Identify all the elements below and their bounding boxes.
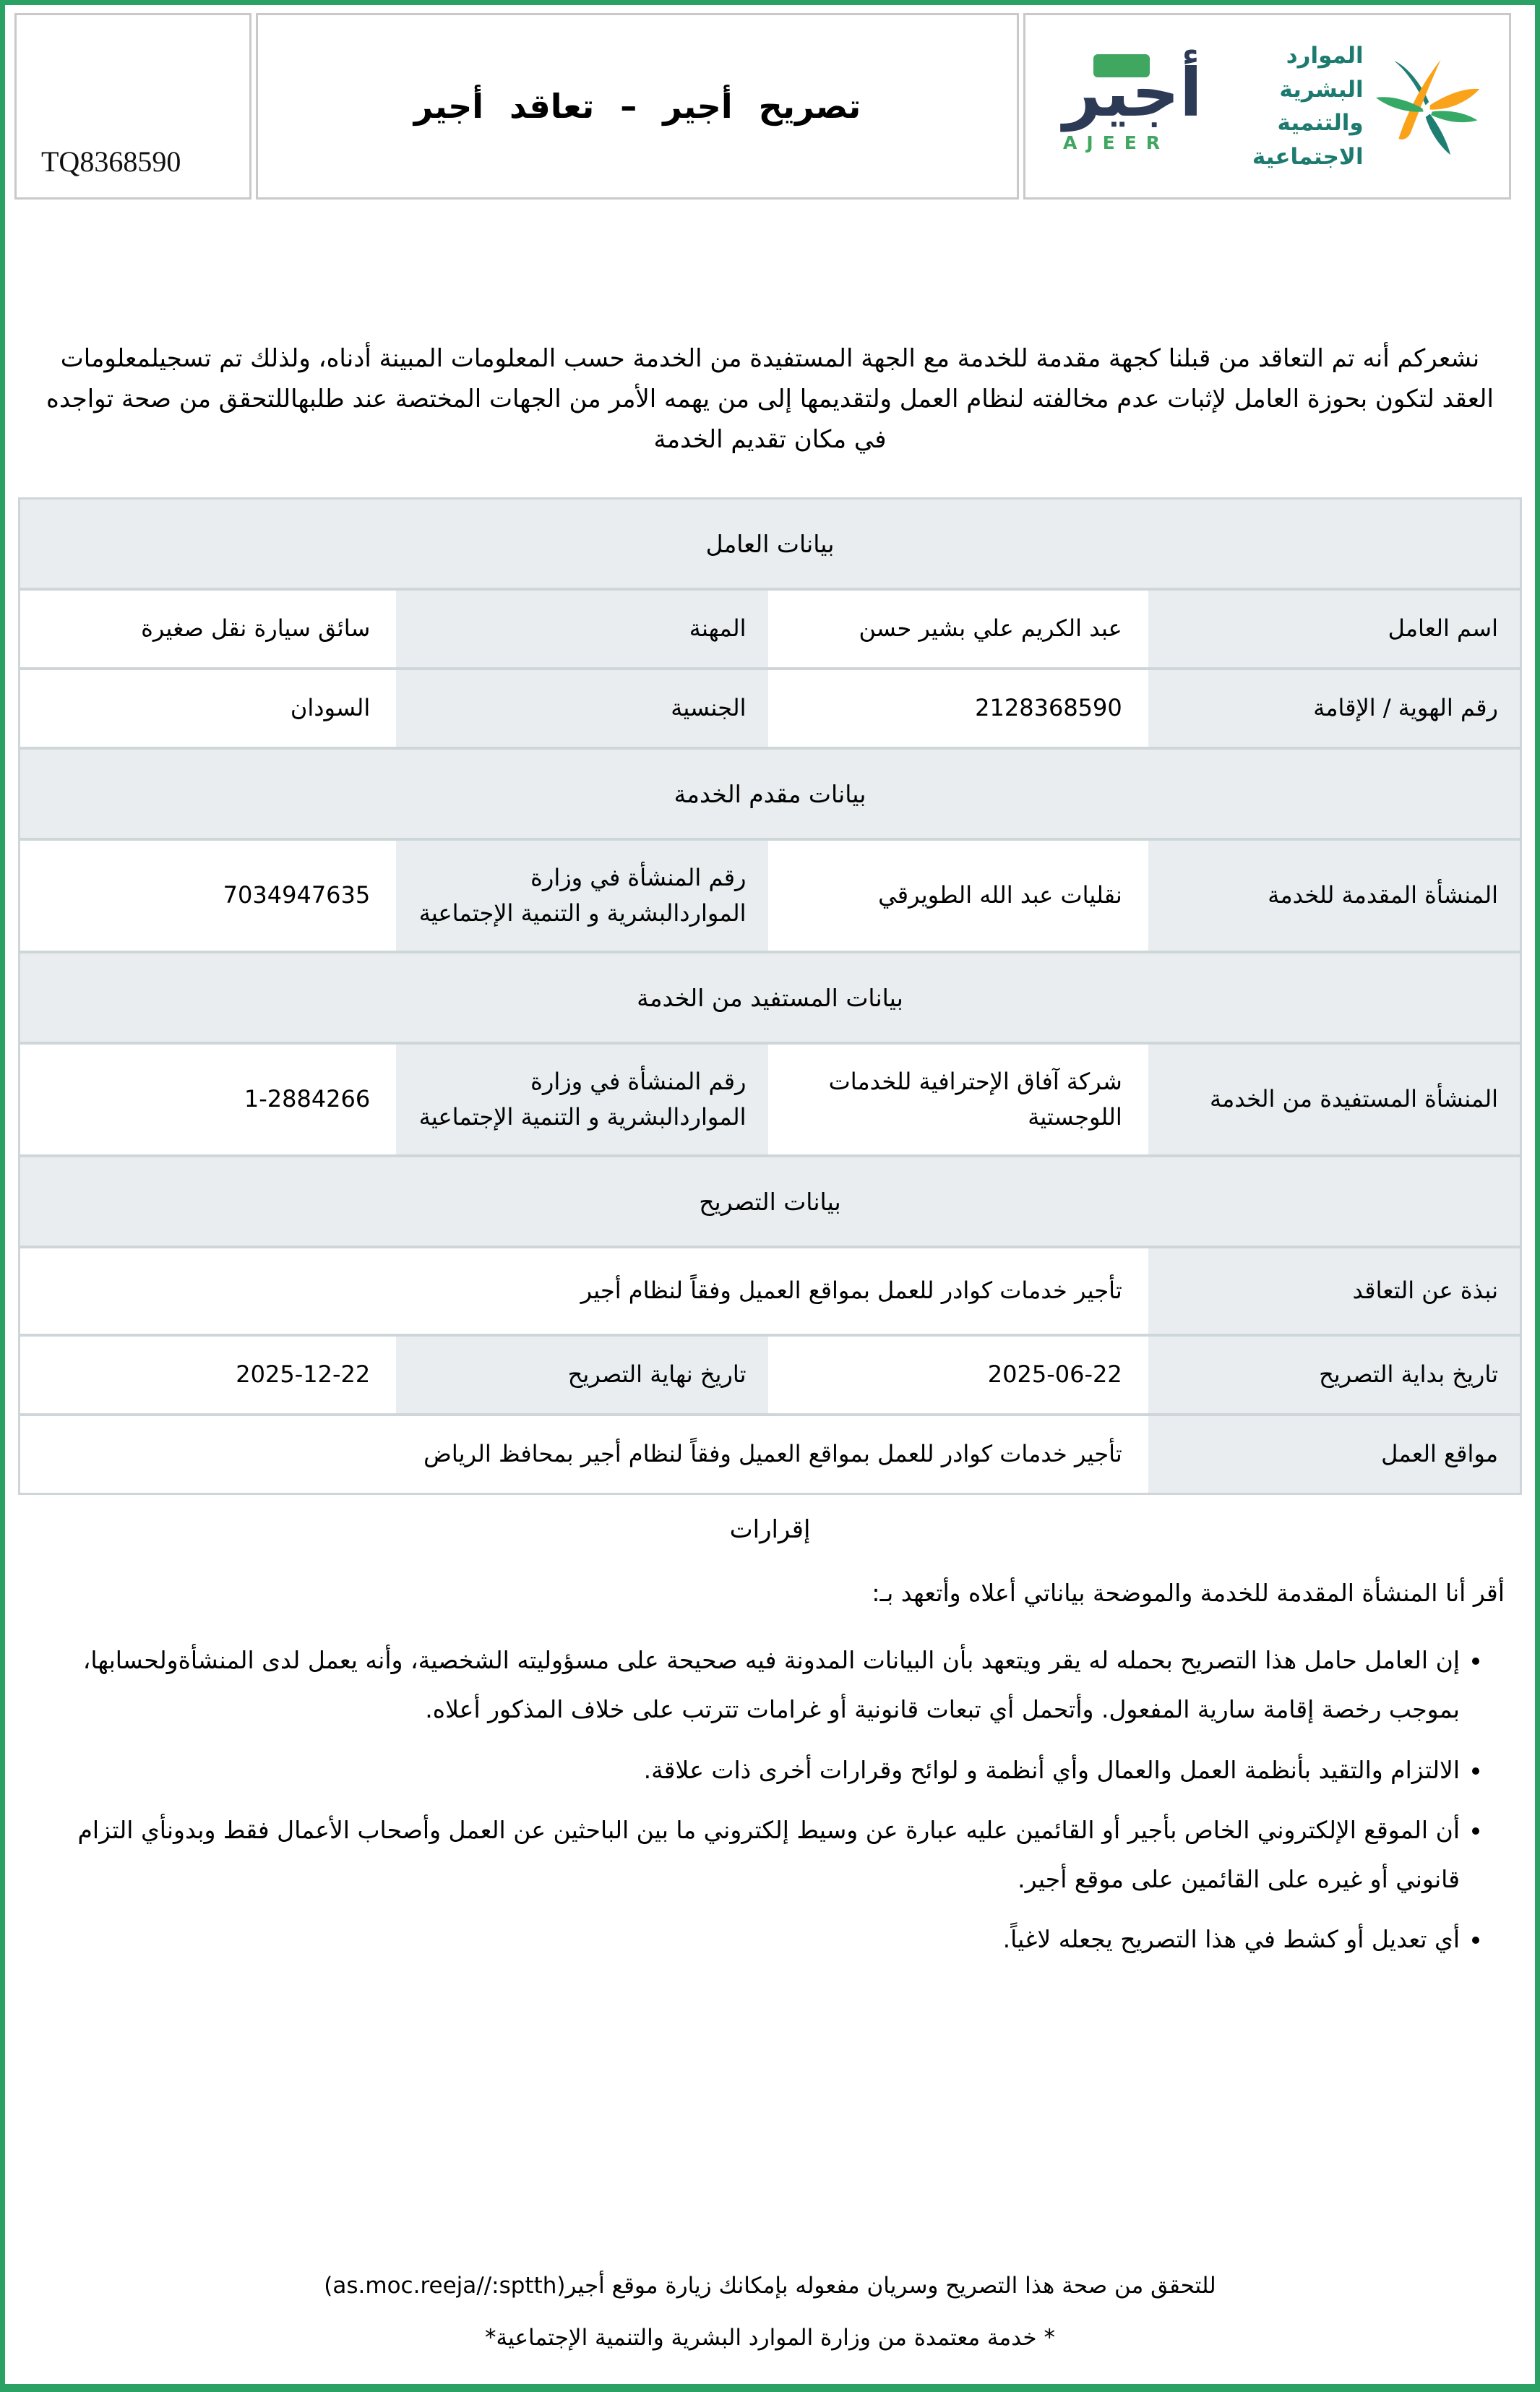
table-row-beneficiary	[20, 1042, 1520, 1154]
nationality-value: السودان	[20, 670, 392, 747]
id-number-value: 2128368590	[773, 670, 1144, 747]
ministry-logo-text	[1203, 39, 1364, 173]
provider-mol-number-label: رقم المنشأة في وزارة المواردالبشرية و التنمية الإجتماعية	[396, 841, 767, 951]
start-date-value: 2025-06-22	[773, 1337, 1144, 1413]
ajeer-wordmark: أجير	[1063, 53, 1203, 132]
start-date-label: تاريخ بداية التصريح	[1148, 1337, 1520, 1413]
worker-name-label: اسم العامل	[1148, 591, 1520, 667]
footer	[5, 2273, 1535, 2351]
declaration-item: • أن الموقع الإلكتروني الخاص بأجير أو القائمين عليه عبارة عن وسيط إلكتروني ما بين الباحثين عن العمل وأصحاب الأعمال فقط وبدونأي التزام قانوني أو غيره على القائمين على موقع أجير.	[56, 1806, 1460, 1903]
footer-verify-line: للتحقق من صحة هذا التصريح وسريان مفعوله بإمكانك زيارة موقع أجير(as.moc.reeja//:sptth)	[324, 2273, 1216, 2299]
end-date-label: تاريخ نهاية التصريح	[396, 1337, 767, 1413]
work-locations-label: مواقع العمل	[1148, 1416, 1520, 1493]
ministry-logo	[1203, 39, 1481, 173]
section-title-beneficiary: بيانات المستفيد من الخدمة	[20, 953, 1520, 1042]
provider-establishment-value: نقليات عبد الله الطويرقي	[773, 841, 1144, 951]
provider-mol-number-value: 7034947635	[20, 841, 392, 951]
beneficiary-mol-number-value: 1-2884266	[20, 1045, 392, 1154]
table-row-worker-id	[20, 667, 1520, 747]
table-row-contract-brief	[20, 1246, 1520, 1334]
section-header-permit	[20, 1154, 1520, 1246]
section-title-permit: بيانات التصريح	[20, 1157, 1520, 1246]
declarations-lead: أقر أنا المنشأة المقدمة للخدمة والموضحة بياناتي أعلاه وأتعهد بـ:	[872, 1579, 1505, 1608]
declarations-list	[56, 1636, 1492, 1964]
nationality-label: الجنسية	[396, 670, 767, 747]
section-title-worker: بيانات العامل	[20, 500, 1520, 588]
logos-box	[1023, 13, 1511, 200]
id-number-label: رقم الهوية / الإقامة	[1148, 670, 1520, 747]
table-row-provider	[20, 838, 1520, 951]
tq-number-box	[14, 13, 251, 200]
ajeer-logo	[1063, 53, 1203, 153]
section-header-worker	[20, 500, 1520, 588]
contract-brief-label: نبذة عن التعاقد	[1148, 1248, 1520, 1334]
profession-value: سائق سيارة نقل صغيرة	[20, 591, 392, 667]
table-row-work-locations	[20, 1413, 1520, 1493]
profession-label: المهنة	[396, 591, 767, 667]
table-row-worker-name	[20, 588, 1520, 667]
ministry-logo-line1: الموارد البشرية	[1279, 43, 1364, 103]
ministry-palm-emblem-icon	[1374, 46, 1481, 167]
section-header-beneficiary	[20, 951, 1520, 1042]
footer-accredited-line: * خدمة معتمدة من وزارة الموارد البشرية والتنمية الإجتماعية*	[485, 2325, 1055, 2351]
tq-number: TQ8368590	[41, 145, 181, 178]
permit-table	[18, 497, 1522, 1495]
declarations-section	[5, 1515, 1535, 1964]
table-row-permit-dates	[20, 1334, 1520, 1413]
declaration-item: • أي تعديل أو كشط في هذا التصريح يجعله لاغياً.	[56, 1915, 1460, 1964]
beneficiary-establishment-label: المنشأة المستفيدة من الخدمة	[1148, 1045, 1520, 1154]
end-date-value: 2025-12-22	[20, 1337, 392, 1413]
declarations-title: إقرارات	[729, 1515, 811, 1545]
worker-name-value: عبد الكريم علي بشير حسن	[773, 591, 1144, 667]
declaration-item: • إن العامل حامل هذا التصريح بحمله له يقر ويتعهد بأن البيانات المدونة فيه صحيحة على مسؤوليته الشخصية، وأنه يعمل لدى المنشأةولحسابها، بموجب رخصة إقامة سارية المفعول. وأتحمل أي تبعات قانونية أو غرامات تترتب على خلاف المذكور أعلاه.	[56, 1636, 1460, 1733]
document-title: تصريح أجير – تعاقد أجير	[413, 87, 861, 126]
work-locations-value: تأجير خدمات كوادر للعمل بمواقع العميل وفقاً لنظام أجير بمحافظ الرياض	[20, 1416, 1144, 1493]
provider-establishment-label: المنشأة المقدمة للخدمة	[1148, 841, 1520, 951]
declaration-item: • الالتزام والتقيد بأنظمة العمل والعمال وأي أنظمة و لوائح وقرارات أخرى ذات علاقة.	[56, 1746, 1460, 1795]
section-title-provider: بيانات مقدم الخدمة	[20, 750, 1520, 838]
beneficiary-mol-number-label: رقم المنشأة في وزارة المواردالبشرية و التنمية الإجتماعية	[396, 1045, 767, 1154]
header	[14, 13, 1511, 200]
contract-brief-value: تأجير خدمات كوادر للعمل بمواقع العميل وفقاً لنظام أجير	[20, 1248, 1144, 1334]
beneficiary-establishment-value: شركة آفاق الإحترافية للخدمات اللوجستية	[773, 1045, 1144, 1154]
intro-paragraph: نشعركم أنه تم التعاقد من قبلنا كجهة مقدمة للخدمة مع الجهة المستفيدة من الخدمة حسب المعلومات المبينة أدناه، ولذلك تم تسجيلمعلومات العقد لتكون بحوزة العامل لإثبات عدم مخالفته لنظام العمل ولتقديمها إلى من يهمه الأمر من الجهات المختصة عند طلبهاللتحقق من صحة تواجده في مكان تقديم الخدمة	[46, 344, 1494, 455]
ministry-logo-line2: والتنمية الاجتماعية	[1252, 110, 1364, 170]
title-box	[256, 13, 1019, 200]
section-header-provider	[20, 747, 1520, 838]
ajeer-caption: AJEER	[1063, 132, 1170, 153]
